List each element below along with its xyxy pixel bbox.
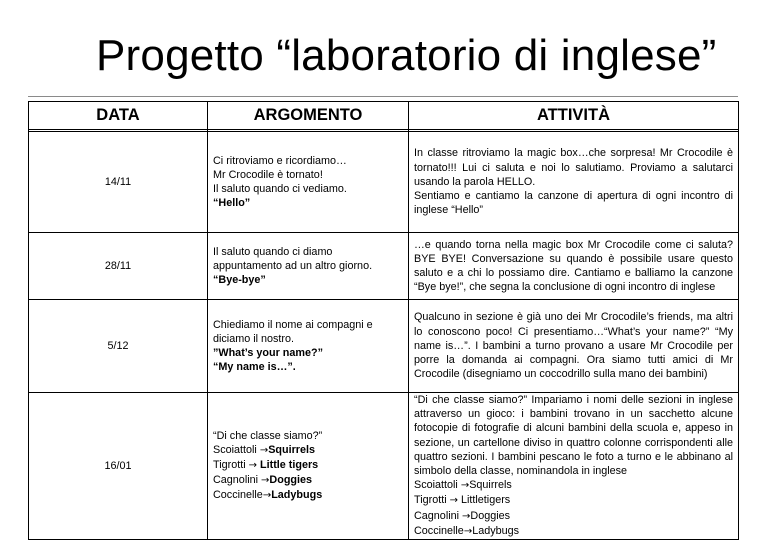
pair-line — [414, 524, 733, 539]
page-title: Progetto “laboratorio di inglese” — [96, 31, 717, 80]
pair-line — [213, 473, 403, 488]
row-topic — [208, 300, 409, 393]
activity-text: Sentiamo e cantiamo la canzone di apertura di ogni incontro di inglese “Hello” — [414, 190, 733, 217]
pair-english: Doggies — [470, 509, 511, 522]
arrow-right-icon: → — [261, 475, 270, 487]
pair-english: Squirrels — [268, 443, 316, 456]
topic-keyword: “My name is…”. — [213, 361, 296, 374]
pair-italian: Scoiattoli — [414, 479, 458, 492]
header-topic: ARGOMENTO — [208, 102, 409, 130]
arrow-right-icon: → — [463, 525, 473, 537]
pair-italian: Tigrotti — [414, 494, 447, 507]
row-date: 16/01 — [29, 393, 208, 540]
pair-line — [213, 458, 403, 473]
pair-english: Little tigers — [260, 458, 319, 471]
arrow-right-icon: → — [262, 490, 272, 502]
pair-line — [213, 488, 403, 503]
row-date: 14/11 — [29, 132, 208, 233]
arrow-right-icon: → — [449, 495, 458, 507]
row-date: 28/11 — [29, 233, 208, 300]
arrow-right-icon: → — [248, 459, 257, 471]
pair-english: Ladybugs — [472, 524, 520, 537]
pair-italian: Coccinelle — [213, 489, 263, 502]
table-row — [29, 233, 739, 300]
pair-line — [414, 478, 733, 493]
header-row — [29, 102, 739, 130]
activity-text: In classe ritroviamo la magic box…che sorpresa! Mr Crocodile è tornato!!! Lui ci saluta e noi lo salutiamo. Proviamo a salutarci usando la parola HELLO. — [414, 147, 733, 188]
pair-italian: Cagnolini — [213, 474, 259, 487]
header-date: DATA — [29, 102, 208, 130]
pair-english: Squirrels — [469, 479, 512, 492]
topic-line: Chiediamo il nome ai compagni e diciamo il nostro. — [213, 318, 373, 345]
schedule-table — [28, 101, 739, 540]
header-activity: ATTIVITÀ — [409, 102, 739, 130]
pair-italian: Coccinelle — [414, 524, 464, 537]
row-activity: …e quando torna nella magic box Mr Crocodile come ci saluta? BYE BYE! Conversazione su quando è possibile usare questo saluto e a chi lo possiamo dire. Cantiamo e balliamo la canzone “Bye bye!”, che segna la conclusione di ogni incontro di inglese — [409, 233, 739, 300]
row-date: 5/12 — [29, 300, 208, 393]
topic-line: Ci ritroviamo e ricordiamo… — [213, 154, 347, 167]
row-topic — [208, 132, 409, 233]
arrow-right-icon: → — [259, 444, 269, 456]
pair-italian: Scoiattoli — [213, 443, 257, 456]
title-underline — [28, 96, 738, 97]
activity-text: “Di che classe siamo?” Impariamo i nomi delle sezioni in inglese attraverso un gioco: i bambini trovano in un sacchetto alcune fotocopie di fotografie di alcuni bambini della scuola e, appeso in sezione, un cartellone diviso in quattro colonne corrispondenti alle quattro sezioni. I bambini pescano le foto a turno e le abbinano al simbolo della classe, nominandola in inglese — [414, 394, 733, 478]
topic-keyword: “Hello” — [213, 197, 251, 210]
table-row — [29, 393, 739, 540]
row-topic — [208, 393, 409, 540]
topic-line: “Di che classe siamo?” — [213, 429, 323, 442]
pair-line — [414, 509, 733, 524]
row-activity — [409, 393, 739, 540]
pair-line — [414, 493, 733, 508]
pair-english: Ladybugs — [271, 489, 323, 502]
topic-line: Il saluto quando ci vediamo. — [213, 183, 347, 195]
topic-line: Mr Crocodile è tornato! — [213, 168, 323, 181]
topic-keyword: ”What’s your name?” — [213, 347, 323, 359]
row-topic — [208, 233, 409, 300]
topic-keyword: “Bye-bye” — [213, 274, 266, 287]
arrow-right-icon: → — [462, 510, 471, 522]
table-row — [29, 300, 739, 393]
row-activity: Qualcuno in sezione è già uno dei Mr Crocodile’s friends, ma altri lo conoscono poco! Ci presentiamo…“What’s your name?” “My name is…”. I bambini a turno provano a usare Mr Crocodile per porre la domanda ai compagni. Ora siamo tutti amici di Mr Crocodile (disegniamo un coccodrillo sulla mano dei bambini) — [409, 300, 739, 393]
row-activity — [409, 132, 739, 233]
table-row — [29, 132, 739, 233]
pair-english: Littletigers — [461, 494, 511, 507]
pair-italian: Cagnolini — [414, 509, 460, 522]
pair-italian: Tigrotti — [213, 458, 246, 471]
arrow-right-icon: → — [460, 480, 470, 492]
topic-line: Il saluto quando ci diamo appuntamento ad un altro giorno. — [213, 245, 373, 272]
pair-line — [213, 443, 403, 458]
pair-english: Doggies — [269, 474, 313, 487]
